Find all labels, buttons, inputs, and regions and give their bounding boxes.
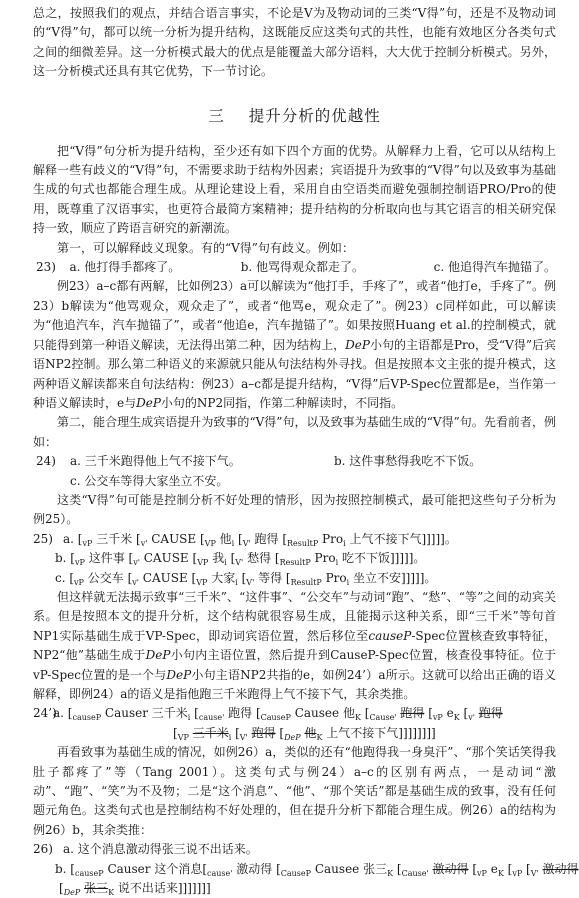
para-second-point: 第二，能合理生成宾语提升为致事的“V得”句，以及致事为基础生成的“V得”句。先看前者，例如：: [33, 415, 556, 449]
gloss-24prime-line2: [$_{VP}$ 三千米$_i$ [$_{V'}$ 跑得 [$_{DeP}$ 他$_K$ 上气不接下气]]]]]]]]: [173, 725, 436, 742]
section-title: 提升分析的优越性: [248, 106, 381, 125]
gloss-26b-line2: [$_{DeP}$ 张三$_K$ 说不出话来]]]]]]]: [59, 881, 211, 898]
para-third-point: 再看致事为基础生成的情况，如例26）a，类似的还有“他跑得我一身臭汗”、“那个笑话笑得我肚子都疼了”等（Tang 2001）。这类句式与例24）a–c的区别有两点，一是动词“激动”、“跑”、“笑”为不及物；二是“这个消息”、“他”、“那个笑话”都是基础生成的致事，没有任何题元角色。这类句式也是控制结构不好处理的，但在提升分析下都能合理生成。例26）a的结构为例26）b，其余类推：: [33, 745, 556, 837]
example-item: a. 三千米跑得他上气不接下气。: [70, 454, 241, 469]
example-item: a. 他打得手都疼了。: [69, 260, 181, 275]
example-23: [33, 258, 556, 277]
example-26a: 26) a. 这个消息激动得张三说不出话来。: [33, 842, 258, 857]
para-overview: 把“V得”句分析为提升结构，至少还有如下四个方面的优势。从解释力上看，它可以从结构上解释一些有歧义的“V得”句，不需要求助于结构外因素；宾语提升为致事的“V得”句以及致事为基础生成的句式也都能合理生成。从理论建设上看，采用自由空语类而避免强制控制语PRO/Pro的使用，既尊重了汉语事实，也更符合最简方案精神；提升结构的分析取向也与其它语言的相关研究保持一致，顺应了跨语言研究的新潮流。: [33, 143, 556, 236]
example-item: c. 公交车等得大家坐立不安。: [70, 473, 229, 488]
gloss-25c: c. [$_{vP}$ 公交车 [$_{v'}$ CAUSE [$_{VP}$ 大家$_i$ [$_{V'}$ 等得 [$_{ResultP}$ Pro$_i$ 坐立不安]]]]]。: [55, 570, 437, 587]
example-label: 23): [36, 260, 56, 275]
para-intro: 总之，按照我们的观点，并结合语言事实，不论是V为及物动词的三类“V得”句，还是不及物动词的“V得”句，都可以统一分析为提升结构，这既能反应这类句式的共性，也能有效地区分各类句式之间的细微差异。这一分析模式最大的优点是能覆盖大部分语料，大大优于控制分析模式。另外，这一分析模式还具有其它优势，下一节讨论。: [33, 6, 556, 79]
example-item: b. 这件事愁得我吃不下饭。: [334, 454, 482, 469]
gloss-25b: b. [$_{vP}$ 这件事 [$_{v'}$ CAUSE [$_{VP}$ 我$_i$ [$_{V'}$ 愁得 [$_{ResultP}$ Pro$_i$ 吃不下饭]]]]]。: [55, 551, 426, 568]
gloss-24prime-line1: 24’)a. [$_{causeP}$ Causer 三千米$_i$ [$_{cause'}$ 跑得 [$_{CauseP}$ Causee 他$_K$ [$_{Cause'}$ 跑得 [$_{vP}$ $e_K$ [$_{v'}$ 跑得: [33, 706, 503, 723]
section-number: 三: [208, 106, 225, 125]
section-heading: [33, 105, 556, 127]
example-24c: [33, 472, 556, 491]
example-item: b. 他骂得观众都走了。: [240, 260, 365, 275]
gloss-25a: 25) a. [$_{vP}$ 三千米 [$_{v'}$ CAUSE [$_{VP}$ 他$_i$ [$_{V'}$ 跑得 [$_{ResultP}$ Pro$_i$ 上气不接下气]]]]]。: [33, 531, 457, 548]
example-label: 24): [36, 454, 56, 469]
para-24-comment: 这类“V得”句可能是控制分析不好处理的情形，因为按照控制模式，最可能把这些句子分析为例25）。: [33, 492, 556, 527]
gloss-26b-line1: b. [$_{causeP}$ Causer 这个消息[$_{cause'}$ 激动得 [$_{CauseP}$ Causee 张三$_K$ [$_{Cause'}$ 激动得 [$_{vP}$ $e_K$ [$_{vP}$ [$_{V'}$ 激动得: [55, 861, 579, 878]
example-24: [33, 452, 556, 471]
para-analysis: 但这样就无法揭示致事“三千米”、“这件事”、“公交车”与动词“跑”、“愁”、“等”之间的动宾关系。但是按照本文的提升分析，这个结构就很容易生成，且能揭示这种关系，即“三千米”等句首NP1实际基础生成于VP-Spec，即动词宾语位置，然后移位至causeP-Spec位置核查致事特征，NP2“他”基础生成于DeP小句内主语位置，然后提升到CauseP-Spec位置，核查役事特征。位于vP-Spec位置的是一个与DeP小句主语NP2共指的e，如例24’）a所示。这就可以给出正确的语义解释，即例24）a的语义是指他跑三千米跑得上气不接下气，其余类推。: [33, 589, 557, 701]
para-23-discussion: 例23）a–c都有两解，比如例23）a可以解读为“他打手，手疼了”，或者“他打e，手疼了”。例23）b解读为“他骂观众，观众走了”，或者“他骂e，观众走了”。例23）c同样如此，可以解读为“他追汽车，汽车抛锚了”，或者“他追e，汽车抛锚了”。如果按照Huang et al.的控制模式，就只能得到第一种语义解读，无法得出第二种，因为结构上，DeP小句的主语都是Pro，受“V得”后宾语NP2控制。那么第二种语义的来源就只能从句法结构外寻找。但是按照本文主张的提升模式，这两种语义解读都来自句法结构：例23）a–c都是提升结构，“V得”后VP-Spec位置都是e，当作第一种语义解读时，e与DeP小句的NP2同指，作第二种解读时，不同指。: [33, 279, 556, 410]
example-item: c. 他追得汽车抛锚了。: [433, 260, 557, 275]
para-first-point: 第一，可以解释歧义现象。有的“V得”句有歧义。例如：: [57, 240, 354, 255]
